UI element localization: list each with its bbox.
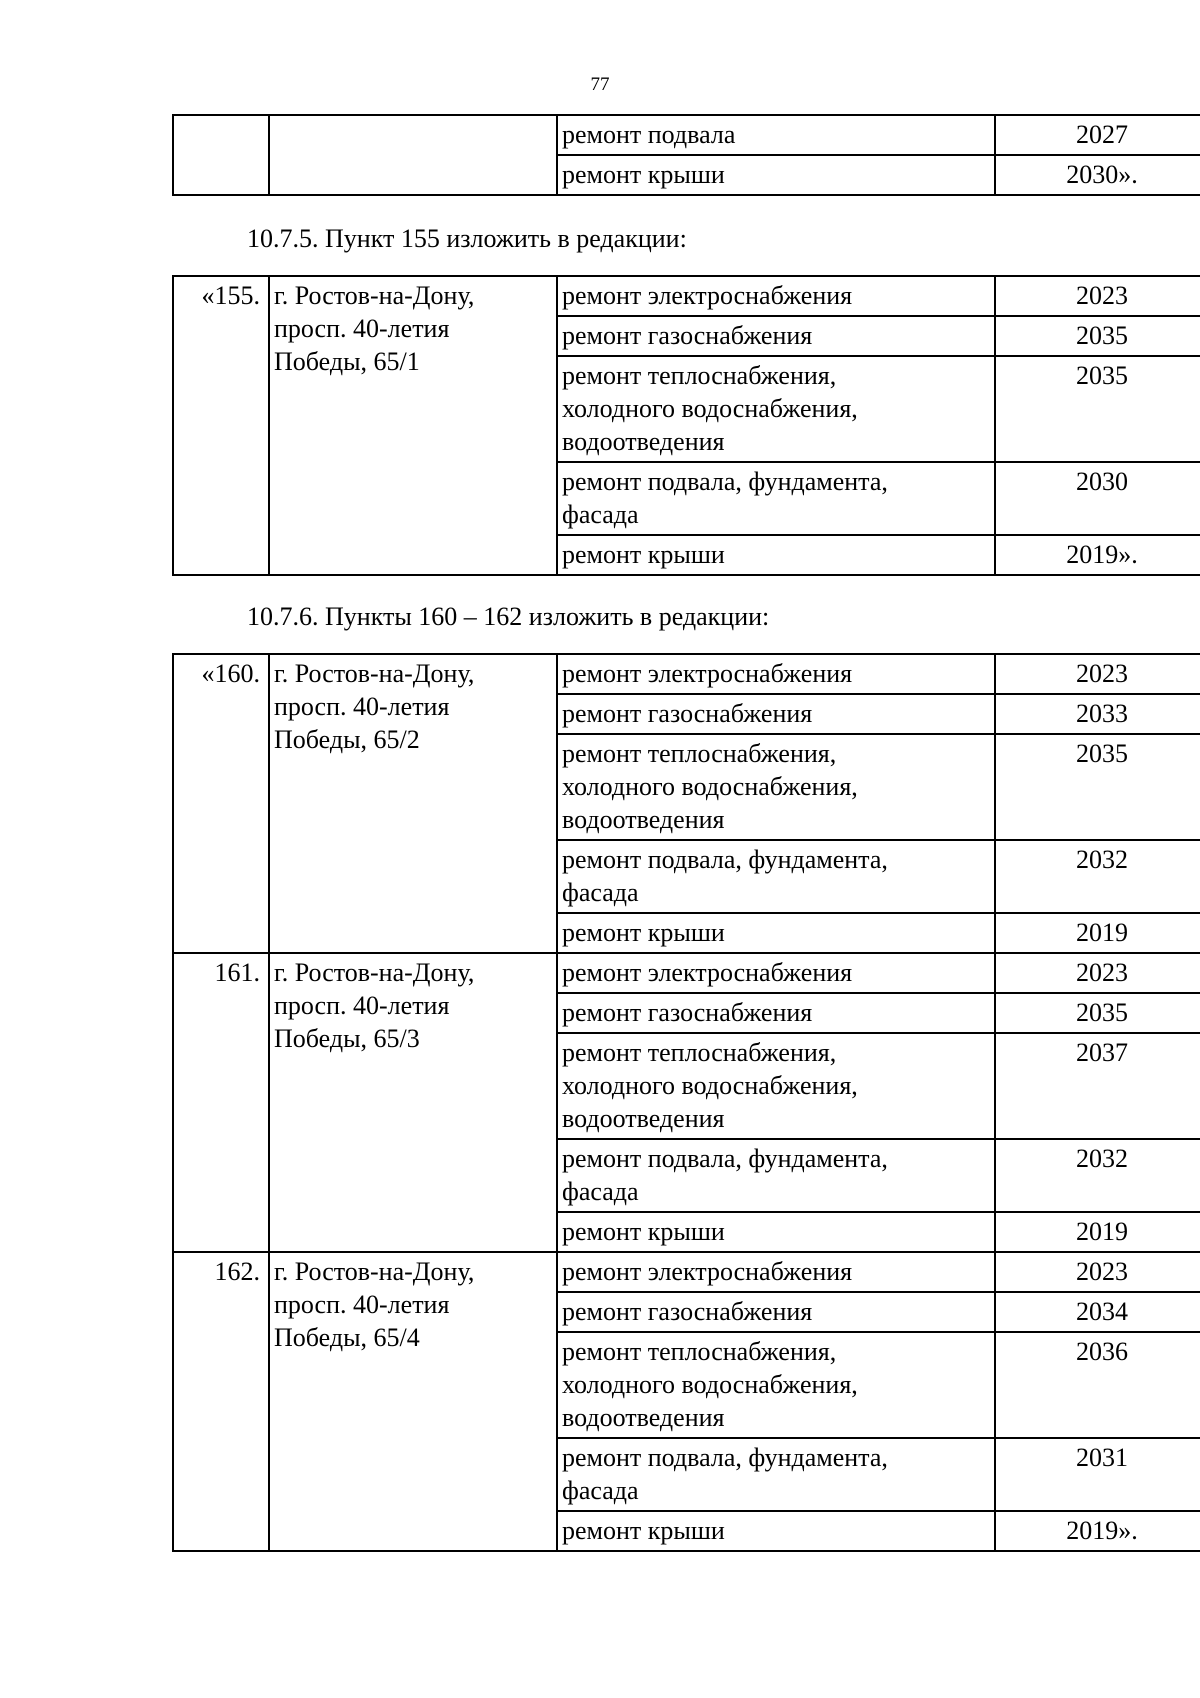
year-cell: 2037	[995, 1033, 1200, 1139]
year-cell: 2023	[995, 953, 1200, 993]
work-line: ремонт газоснабжения	[562, 321, 813, 350]
work-line: ремонт подвала, фундамента,	[562, 467, 888, 496]
address-cell	[269, 1252, 557, 1551]
year-cell: 2035	[995, 356, 1200, 462]
table-row	[173, 654, 1200, 694]
work-cell	[557, 654, 995, 694]
address-cell	[269, 654, 557, 953]
work-cell	[557, 316, 995, 356]
year-cell: 2030».	[995, 155, 1200, 195]
work-line: ремонт теплоснабжения,	[562, 1337, 837, 1366]
work-line: холодного водоснабжения,	[562, 1071, 858, 1100]
work-cell	[557, 356, 995, 462]
work-line: водоотведения	[562, 1104, 725, 1133]
work-line: фасада	[562, 500, 639, 529]
work-line: фасада	[562, 878, 639, 907]
year-cell: 2035	[995, 993, 1200, 1033]
work-line: холодного водоснабжения,	[562, 772, 858, 801]
year-cell: 2019	[995, 913, 1200, 953]
work-line: ремонт газоснабжения	[562, 699, 813, 728]
table-row	[173, 1252, 1200, 1292]
work-line: фасада	[562, 1177, 639, 1206]
address-line: просп. 40-летия	[274, 991, 450, 1020]
num-cell: «160.	[173, 654, 269, 953]
work-cell	[557, 1212, 995, 1252]
num-cell	[173, 115, 269, 195]
address-cell	[269, 276, 557, 575]
address-line: Победы, 65/2	[274, 725, 420, 754]
year-cell: 2023	[995, 1252, 1200, 1292]
work-cell	[557, 1332, 995, 1438]
work-line: ремонт крыши	[562, 1217, 725, 1246]
address-line: г. Ростов-на-Дону,	[274, 659, 475, 688]
year-cell: 2023	[995, 276, 1200, 316]
work-cell	[557, 535, 995, 575]
year-cell: 2032	[995, 840, 1200, 913]
year-cell: 2031	[995, 1438, 1200, 1511]
work-cell	[557, 1292, 995, 1332]
table-row	[173, 276, 1200, 316]
year-cell: 2033	[995, 694, 1200, 734]
year-cell: 2019	[995, 1212, 1200, 1252]
work-line: ремонт электроснабжения	[562, 281, 853, 310]
address-line: просп. 40-летия	[274, 314, 450, 343]
work-cell	[557, 276, 995, 316]
year-cell: 2035	[995, 734, 1200, 840]
year-cell: 2035	[995, 316, 1200, 356]
table-points-160-162	[172, 653, 1200, 1552]
address-line: просп. 40-летия	[274, 1290, 450, 1319]
work-cell: ремонт подвала	[557, 115, 995, 155]
address-line: г. Ростов-на-Дону,	[274, 281, 475, 310]
year-cell: 2030	[995, 462, 1200, 535]
year-cell: 2034	[995, 1292, 1200, 1332]
work-line: холодного водоснабжения,	[562, 1370, 858, 1399]
work-cell	[557, 840, 995, 913]
work-line: ремонт теплоснабжения,	[562, 361, 837, 390]
work-line: ремонт подвала, фундамента,	[562, 845, 888, 874]
table-row	[173, 953, 1200, 993]
work-line: водоотведения	[562, 427, 725, 456]
num-cell: 161.	[173, 953, 269, 1252]
work-cell	[557, 1139, 995, 1212]
address-cell	[269, 953, 557, 1252]
address-line: Победы, 65/1	[274, 347, 420, 376]
table-row	[173, 115, 1200, 155]
address-line: г. Ростов-на-Дону,	[274, 1257, 475, 1286]
work-cell	[557, 734, 995, 840]
work-line: водоотведения	[562, 1403, 725, 1432]
work-line: ремонт газоснабжения	[562, 998, 813, 1027]
address-line: Победы, 65/3	[274, 1024, 420, 1053]
year-cell: 2036	[995, 1332, 1200, 1438]
work-line: ремонт подвала, фундамента,	[562, 1144, 888, 1173]
address-line: Победы, 65/4	[274, 1323, 420, 1352]
num-cell: 162.	[173, 1252, 269, 1551]
work-line: ремонт электроснабжения	[562, 1257, 853, 1286]
work-line: водоотведения	[562, 805, 725, 834]
work-cell	[557, 953, 995, 993]
address-cell	[269, 115, 557, 195]
paragraph-point-155: 10.7.5. Пункт 155 изложить в редакции:	[247, 224, 687, 253]
paragraph-points-160-162: 10.7.6. Пункты 160 – 162 изложить в редакции:	[247, 602, 770, 631]
year-cell: 2023	[995, 654, 1200, 694]
year-cell: 2019».	[995, 1511, 1200, 1551]
work-line: ремонт крыши	[562, 1516, 725, 1545]
work-cell	[557, 462, 995, 535]
work-cell	[557, 1252, 995, 1292]
work-line: ремонт теплоснабжения,	[562, 1038, 837, 1067]
work-cell	[557, 1511, 995, 1551]
work-line: ремонт подвала, фундамента,	[562, 1443, 888, 1472]
work-line: ремонт газоснабжения	[562, 1297, 813, 1326]
work-cell	[557, 1033, 995, 1139]
table-continuation	[172, 114, 1200, 196]
page-number: 77	[590, 74, 610, 95]
num-cell: «155.	[173, 276, 269, 575]
work-cell	[557, 913, 995, 953]
work-line: ремонт электроснабжения	[562, 659, 853, 688]
year-cell: 2027	[995, 115, 1200, 155]
work-line: ремонт крыши	[562, 918, 725, 947]
address-line: просп. 40-летия	[274, 692, 450, 721]
work-line: холодного водоснабжения,	[562, 394, 858, 423]
table-point-155	[172, 275, 1200, 576]
work-cell	[557, 694, 995, 734]
address-line: г. Ростов-на-Дону,	[274, 958, 475, 987]
work-cell	[557, 1438, 995, 1511]
work-cell: ремонт крыши	[557, 155, 995, 195]
work-line: фасада	[562, 1476, 639, 1505]
year-cell: 2019».	[995, 535, 1200, 575]
work-line: ремонт электроснабжения	[562, 958, 853, 987]
work-line: ремонт теплоснабжения,	[562, 739, 837, 768]
work-cell	[557, 993, 995, 1033]
work-line: ремонт крыши	[562, 540, 725, 569]
year-cell: 2032	[995, 1139, 1200, 1212]
